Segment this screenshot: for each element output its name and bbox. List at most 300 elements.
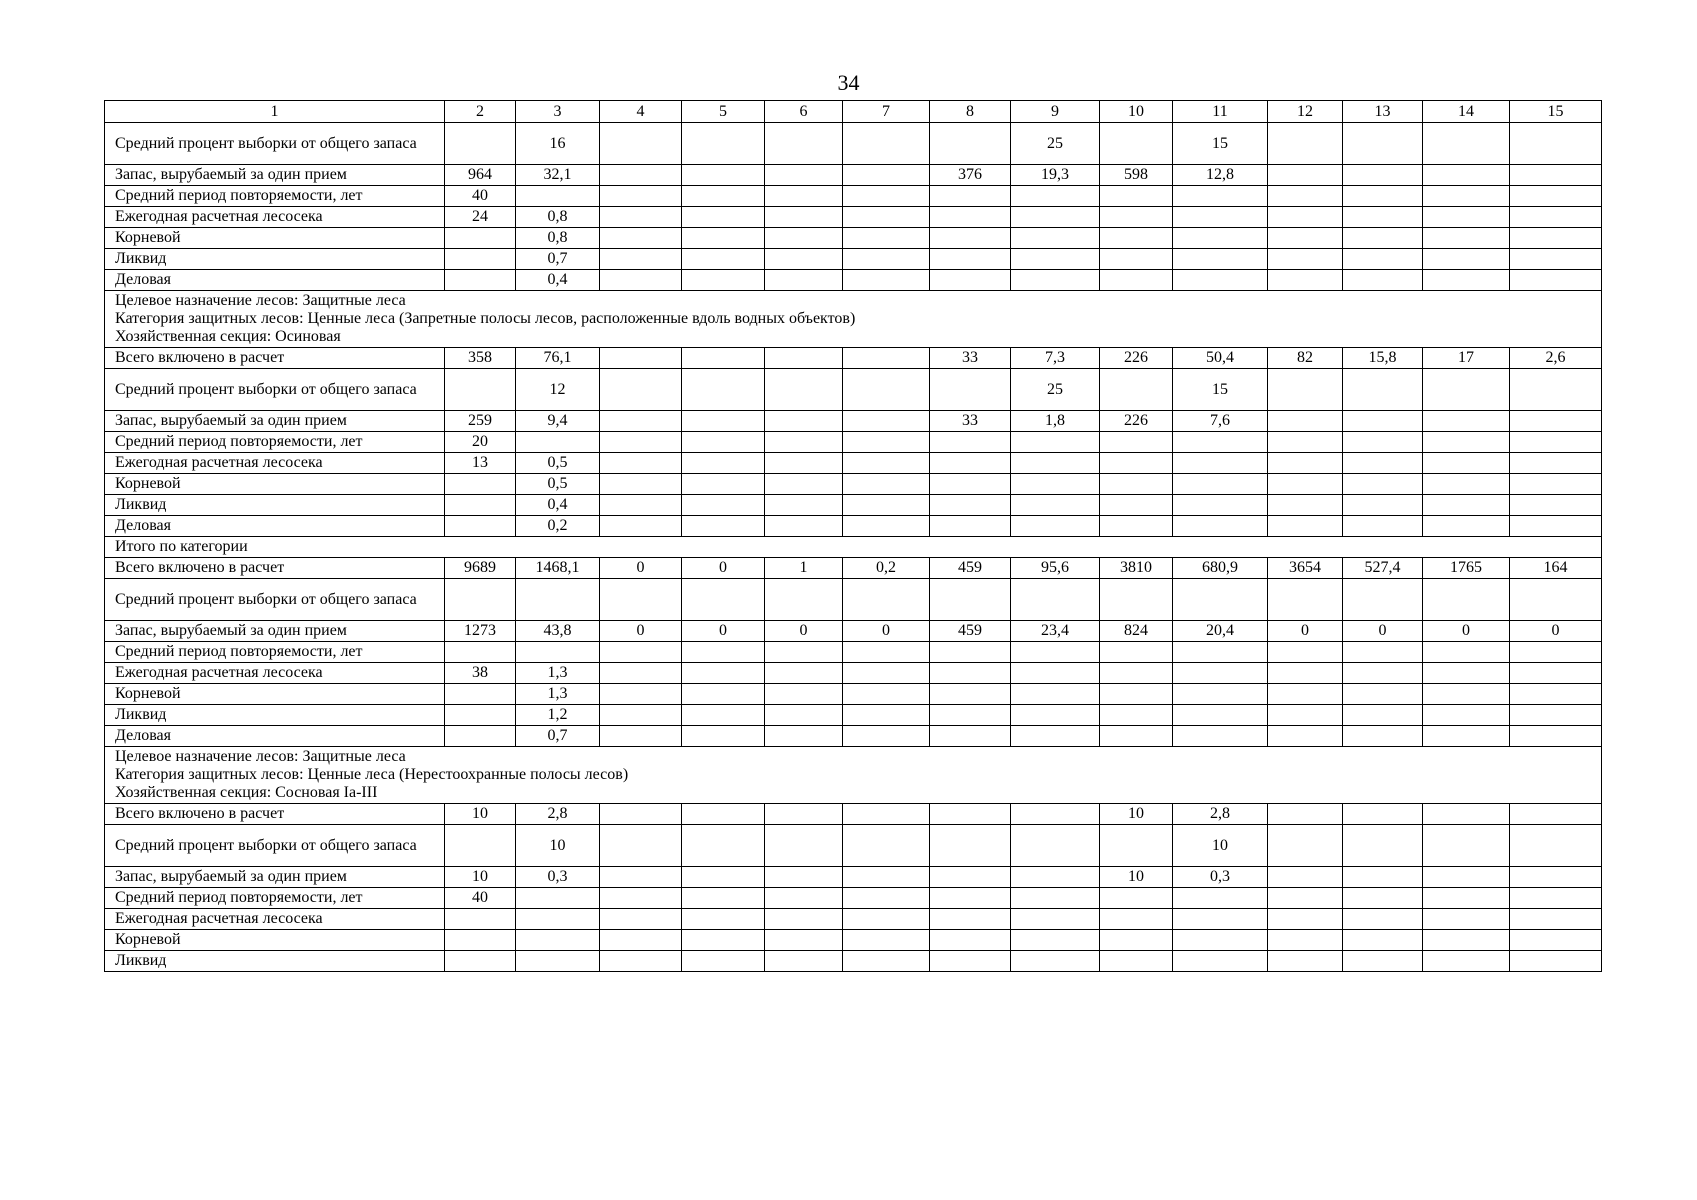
table-cell [1268,726,1343,747]
table-cell [1011,888,1100,909]
section-header-line: Категория защитных лесов: Ценные леса (Запретные полосы лесов, расположенные вдоль водных объектов) [115,310,856,327]
table-cell [930,207,1011,228]
table-row [105,558,1602,579]
column-number-10: 10 [1100,101,1173,123]
table-cell [843,804,930,825]
table-cell: 0 [843,621,930,642]
table-cell [843,684,930,705]
table-cell [843,705,930,726]
table-cell [1173,951,1268,972]
table-cell: 0,5 [516,474,600,495]
table-row [105,888,1602,909]
table-cell [445,930,516,951]
table-cell [1100,474,1173,495]
table-cell [600,249,682,270]
table-cell [600,165,682,186]
table-cell [843,165,930,186]
table-cell [600,432,682,453]
row-label: Средний процент выборки от общего запаса [105,579,445,621]
table-cell [682,684,765,705]
column-number-12: 12 [1268,101,1343,123]
table-cell [600,684,682,705]
table-cell [600,369,682,411]
table-cell [1510,516,1602,537]
table-cell: 50,4 [1173,348,1268,369]
table-cell: 1273 [445,621,516,642]
table-cell [445,951,516,972]
table-body [105,101,1602,972]
table-cell [1510,642,1602,663]
table-cell [930,579,1011,621]
table-cell [1011,207,1100,228]
table-cell [1173,579,1268,621]
table-cell: 226 [1100,348,1173,369]
table-cell [1173,207,1268,228]
row-label: Ликвид [105,249,445,270]
table-cell: 964 [445,165,516,186]
column-number-11: 11 [1173,101,1268,123]
table-cell [1268,270,1343,291]
table-cell [1173,642,1268,663]
table-cell [445,642,516,663]
table-cell [1100,951,1173,972]
table-cell: 10 [445,867,516,888]
table-cell [682,516,765,537]
column-number-3: 3 [516,101,600,123]
table-cell: 7,6 [1173,411,1268,432]
table-cell [843,474,930,495]
table-cell [1011,186,1100,207]
table-cell [682,726,765,747]
table-cell [930,930,1011,951]
table-cell [1268,123,1343,165]
table-cell [930,432,1011,453]
table-cell [600,642,682,663]
table-cell [1268,930,1343,951]
table-cell [682,453,765,474]
table-row [105,186,1602,207]
table-cell: 226 [1100,411,1173,432]
table-cell: 0,7 [516,249,600,270]
table-cell: 0,3 [516,867,600,888]
table-cell [843,579,930,621]
table-cell [1100,888,1173,909]
table-cell [930,495,1011,516]
table-cell: 19,3 [1011,165,1100,186]
table-cell: 16 [516,123,600,165]
table-cell: 33 [930,411,1011,432]
table-cell [1173,888,1268,909]
table-cell [445,726,516,747]
table-cell [682,411,765,432]
table-cell [1100,432,1173,453]
table-cell [682,951,765,972]
table-cell [1423,684,1510,705]
table-cell [843,726,930,747]
table-cell [600,495,682,516]
table-cell [1423,228,1510,249]
table-cell [1510,579,1602,621]
table-row [105,579,1602,621]
table-row [105,804,1602,825]
table-cell [682,888,765,909]
row-label: Запас, вырубаемый за один прием [105,867,445,888]
table-cell: 15 [1173,369,1268,411]
table-cell [1423,804,1510,825]
table-cell [1423,951,1510,972]
table-cell [682,123,765,165]
table-cell [1011,642,1100,663]
table-row [105,621,1602,642]
table-cell [930,825,1011,867]
table-cell [1510,432,1602,453]
table-cell: 23,4 [1011,621,1100,642]
section-header-line: Хозяйственная секция: Сосновая Ia-III [115,784,378,801]
table-cell [1100,228,1173,249]
table-cell: 0 [1343,621,1423,642]
table-cell [1423,432,1510,453]
row-label: Запас, вырубаемый за один прием [105,621,445,642]
table-cell [1423,207,1510,228]
table-cell [1510,663,1602,684]
table-cell [1268,249,1343,270]
table-cell [930,270,1011,291]
table-cell: 40 [445,888,516,909]
table-cell [1423,930,1510,951]
table-cell [1423,663,1510,684]
table-cell [682,930,765,951]
row-label: Корневой [105,474,445,495]
table-cell: 0,4 [516,270,600,291]
table-cell [600,228,682,249]
section-header-line: Итого по категории [115,538,248,555]
section-header-line: Целевое назначение лесов: Защитные леса [115,292,406,309]
table-cell [1343,123,1423,165]
table-cell [600,579,682,621]
table-row [105,432,1602,453]
table-cell [765,888,843,909]
table-cell [843,867,930,888]
column-number-13: 13 [1343,101,1423,123]
table-cell [682,165,765,186]
row-label: Средний период повторяемости, лет [105,642,445,663]
table-cell [1011,705,1100,726]
table-cell [600,516,682,537]
column-number-header [105,101,1602,123]
table-cell: 0,8 [516,207,600,228]
column-number-2: 2 [445,101,516,123]
table-cell [843,642,930,663]
table-cell [1173,909,1268,930]
table-cell [1423,474,1510,495]
table-cell [843,270,930,291]
table-cell [1343,453,1423,474]
table-cell [445,249,516,270]
table-row [105,270,1602,291]
table-cell [600,270,682,291]
row-label: Средний период повторяемости, лет [105,186,445,207]
table-cell [843,123,930,165]
table-cell: 0 [1510,621,1602,642]
table-cell [1343,825,1423,867]
section-header-line: Целевое назначение лесов: Защитные леса [115,748,406,765]
row-label: Средний процент выборки от общего запаса [105,123,445,165]
table-cell [843,495,930,516]
table-cell [765,825,843,867]
table-cell [1173,228,1268,249]
table-cell [843,432,930,453]
table-cell [1423,495,1510,516]
table-cell [930,249,1011,270]
table-cell [1011,867,1100,888]
table-cell [1343,579,1423,621]
table-row [105,951,1602,972]
table-cell [765,579,843,621]
table-cell [1343,930,1423,951]
table-cell [682,825,765,867]
table-row [105,165,1602,186]
table-cell [1011,516,1100,537]
table-row [105,495,1602,516]
table-cell: 76,1 [516,348,600,369]
table-cell: 1,2 [516,705,600,726]
table-cell [765,165,843,186]
table-cell: 680,9 [1173,558,1268,579]
column-number-1: 1 [105,101,445,123]
row-label: Средний процент выборки от общего запаса [105,369,445,411]
section-header-row [105,747,1602,804]
table-cell [1510,453,1602,474]
table-cell [682,432,765,453]
table-cell [1011,579,1100,621]
table-cell: 20,4 [1173,621,1268,642]
table-cell: 12,8 [1173,165,1268,186]
table-cell [765,207,843,228]
table-cell [1268,228,1343,249]
table-cell [1343,867,1423,888]
table-cell [843,369,930,411]
table-cell [765,516,843,537]
table-cell [765,270,843,291]
table-cell [765,411,843,432]
table-cell [1100,495,1173,516]
table-cell [445,123,516,165]
table-cell [600,705,682,726]
table-cell [682,642,765,663]
table-cell [1343,951,1423,972]
row-label: Ежегодная расчетная лесосека [105,663,445,684]
table-cell [600,930,682,951]
table-cell [516,951,600,972]
table-cell [1268,165,1343,186]
table-cell [600,474,682,495]
table-row [105,348,1602,369]
table-cell [1343,726,1423,747]
table-cell [765,495,843,516]
table-row [105,228,1602,249]
table-cell [445,825,516,867]
row-label: Запас, вырубаемый за один прием [105,411,445,432]
table-cell: 15 [1173,123,1268,165]
table-cell [930,642,1011,663]
table-row [105,474,1602,495]
table-cell [1268,909,1343,930]
table-cell [843,249,930,270]
section-header-cell [105,747,1602,804]
table-cell [1510,270,1602,291]
table-cell [682,495,765,516]
table-cell [765,228,843,249]
table-cell [1268,474,1343,495]
table-cell: 0,2 [843,558,930,579]
table-cell: 824 [1100,621,1173,642]
column-number-14: 14 [1423,101,1510,123]
table-cell [765,867,843,888]
table-row [105,825,1602,867]
table-cell [1011,270,1100,291]
table-cell [1100,684,1173,705]
table-cell [1343,411,1423,432]
table-cell: 95,6 [1011,558,1100,579]
table-cell [1423,726,1510,747]
table-cell [930,663,1011,684]
table-cell: 10 [1173,825,1268,867]
table-cell [765,474,843,495]
table-cell [600,726,682,747]
table-row [105,453,1602,474]
table-cell [1100,186,1173,207]
section-header-cell [105,291,1602,348]
table-cell [843,909,930,930]
table-cell [1423,165,1510,186]
table-cell [1268,705,1343,726]
table-cell [1423,249,1510,270]
table-cell [445,474,516,495]
table-cell: 259 [445,411,516,432]
table-cell [843,207,930,228]
table-cell [600,951,682,972]
table-cell [445,495,516,516]
table-cell [1173,705,1268,726]
table-cell [843,516,930,537]
table-cell [1510,411,1602,432]
table-cell [1343,270,1423,291]
table-cell [1100,270,1173,291]
table-cell: 38 [445,663,516,684]
table-cell [1268,642,1343,663]
table-cell [1011,951,1100,972]
table-cell: 1,3 [516,684,600,705]
table-cell: 0,7 [516,726,600,747]
row-label: Ежегодная расчетная лесосека [105,207,445,228]
table-cell [1011,432,1100,453]
table-cell [930,684,1011,705]
table-cell [1100,249,1173,270]
table-cell: 25 [1011,123,1100,165]
column-number-4: 4 [600,101,682,123]
table-cell: 0 [600,558,682,579]
table-cell [1173,453,1268,474]
table-cell [1510,249,1602,270]
table-cell [930,123,1011,165]
table-row [105,249,1602,270]
table-cell [1011,228,1100,249]
table-cell: 0,2 [516,516,600,537]
table-cell: 10 [1100,804,1173,825]
table-cell [1343,228,1423,249]
section-header-row [105,291,1602,348]
table-cell [1268,453,1343,474]
row-label: Деловая [105,270,445,291]
table-cell [1011,453,1100,474]
table-cell [600,123,682,165]
table-cell: 598 [1100,165,1173,186]
table-cell [1011,249,1100,270]
table-cell [1100,369,1173,411]
table-cell [843,951,930,972]
table-cell [682,579,765,621]
table-cell [1268,432,1343,453]
table-cell [682,228,765,249]
table-cell: 24 [445,207,516,228]
table-row [105,123,1602,165]
table-cell [1343,369,1423,411]
table-cell [1011,825,1100,867]
table-cell [1343,684,1423,705]
table-cell [445,228,516,249]
table-row [105,411,1602,432]
table-cell [600,186,682,207]
table-cell [1100,909,1173,930]
row-label: Всего включено в расчет [105,348,445,369]
table-cell [1343,804,1423,825]
table-cell [1268,825,1343,867]
table-cell [1011,495,1100,516]
table-cell: 10 [445,804,516,825]
table-cell [765,249,843,270]
forest-calculation-table [104,100,1602,972]
table-cell [1173,495,1268,516]
row-label: Деловая [105,516,445,537]
table-cell: 0 [682,621,765,642]
table-cell: 0,5 [516,453,600,474]
table-cell [1173,516,1268,537]
table-cell [1510,888,1602,909]
table-cell [1343,888,1423,909]
table-cell: 20 [445,432,516,453]
table-cell [765,951,843,972]
table-cell [843,888,930,909]
table-cell [765,642,843,663]
table-cell: 0 [1423,621,1510,642]
table-cell [682,804,765,825]
table-cell [1510,207,1602,228]
column-number-6: 6 [765,101,843,123]
table-cell [1510,705,1602,726]
table-cell [682,474,765,495]
table-cell: 17 [1423,348,1510,369]
table-cell [765,432,843,453]
table-cell [1268,888,1343,909]
table-cell: 0 [682,558,765,579]
table-cell [1173,249,1268,270]
table-row [105,726,1602,747]
table-cell: 3810 [1100,558,1173,579]
table-cell [1510,804,1602,825]
table-cell [1510,228,1602,249]
column-number-7: 7 [843,101,930,123]
table-cell [1343,432,1423,453]
